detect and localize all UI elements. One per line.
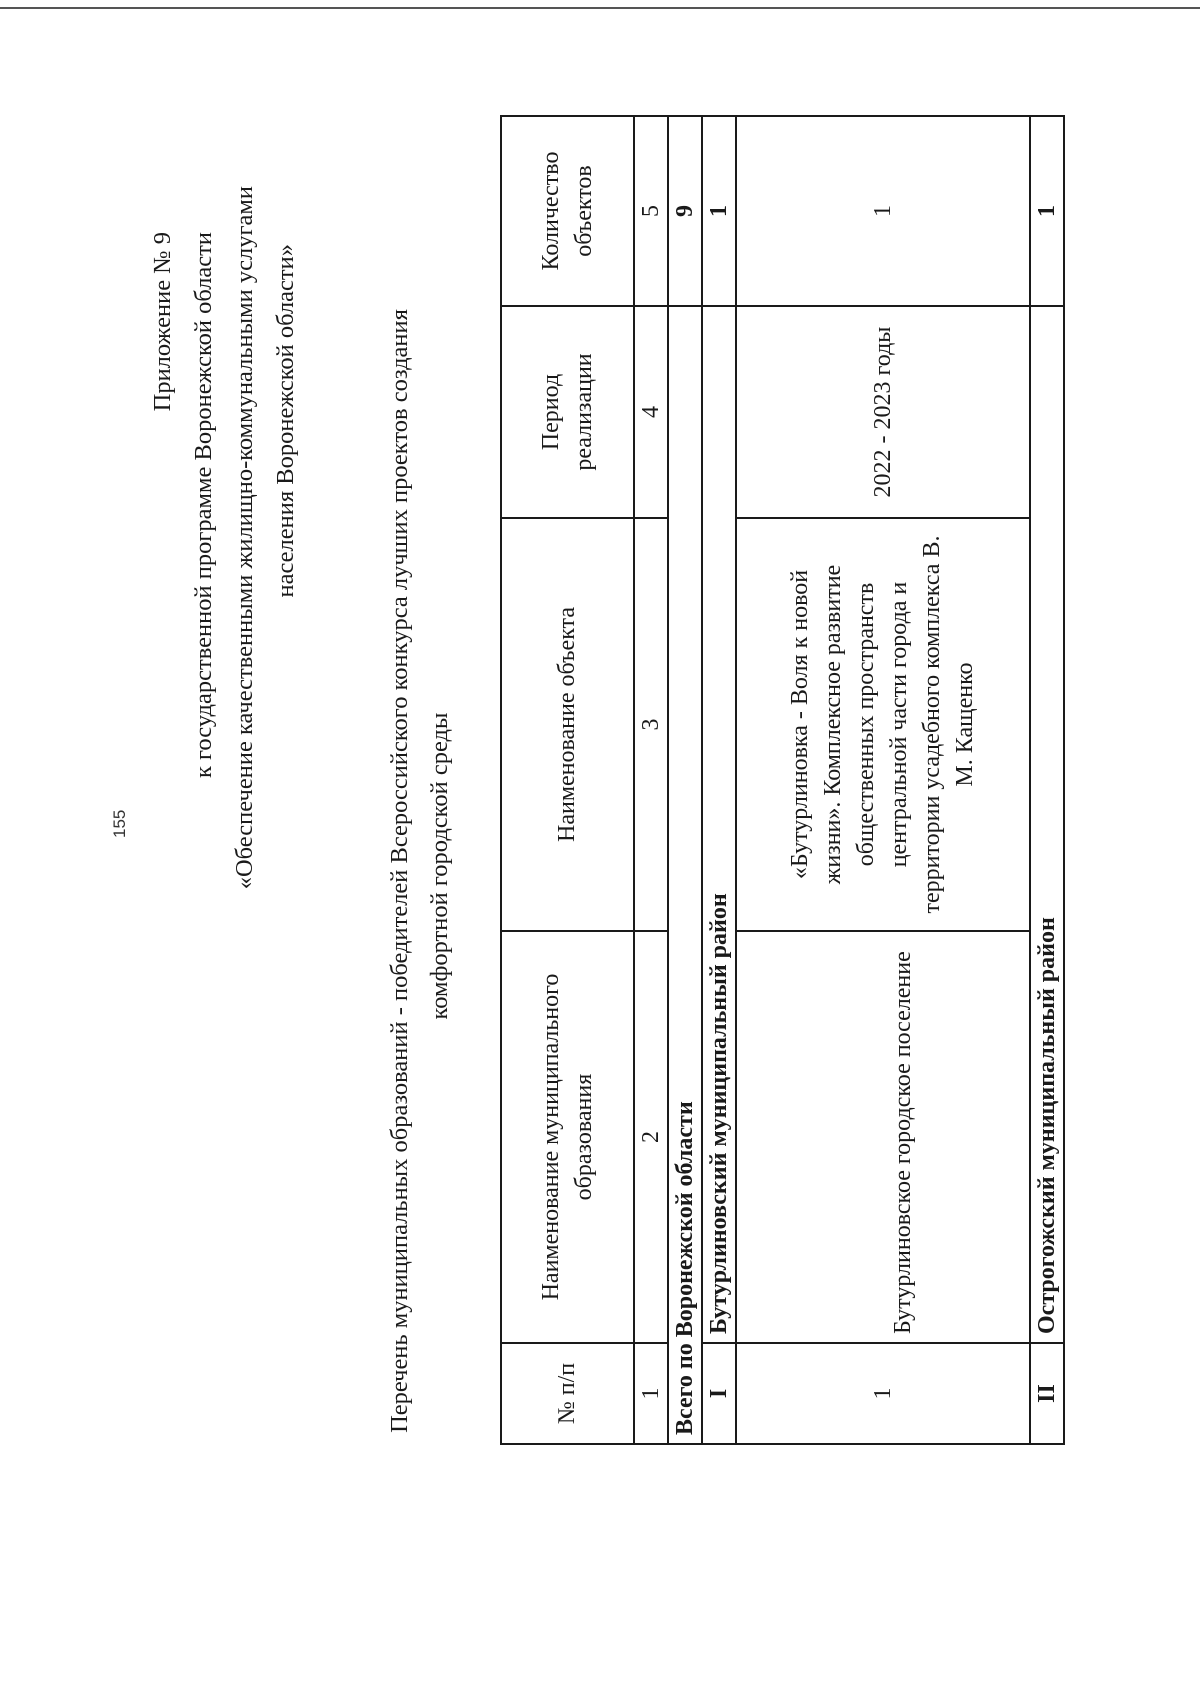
total-count: 9: [668, 116, 702, 306]
appendix-line-4: населения Воронежской области»: [272, 244, 299, 598]
page-number: 155: [110, 809, 129, 838]
scan-edge-line: [0, 7, 1200, 9]
item-period: 2022 - 2023 годы: [736, 306, 1030, 518]
total-row: [668, 116, 702, 1444]
title-line-1: Перечень муниципальных образований - победителей Всероссийского конкурса лучших проектов создания: [386, 309, 413, 1433]
appendix-line-1: Приложение № 9: [149, 232, 176, 412]
district-index: II: [1030, 1343, 1064, 1444]
header-number: № п/п: [501, 1343, 634, 1444]
winners-table: [500, 115, 1065, 1445]
table-row: [736, 116, 1030, 1444]
column-numbers-row: [634, 116, 668, 1444]
district-count: 1: [1030, 116, 1064, 306]
table-header-row: [501, 116, 634, 1444]
district-row: [1030, 116, 1064, 1444]
column-number: 4: [634, 306, 668, 518]
district-name: Острогожский муниципальный район: [1030, 306, 1064, 1343]
column-number: 2: [634, 931, 668, 1343]
column-number: 3: [634, 518, 668, 931]
column-number: 1: [634, 1343, 668, 1444]
appendix-line-2: к государственной программе Воронежской области: [190, 232, 217, 779]
header-municipality: Наименование муниципального образования: [501, 931, 634, 1343]
appendix-header: [142, 186, 306, 1132]
district-name: Бутурлиновский муниципальный район: [702, 306, 736, 1343]
district-index: I: [702, 1343, 736, 1444]
item-municipality: Бутурлиновское городское поселение: [736, 931, 1030, 1343]
district-count: 1: [702, 116, 736, 306]
column-number: 5: [634, 116, 668, 306]
item-count: 1: [736, 116, 1030, 306]
title-line-2: комфортной городской среды: [426, 712, 453, 1020]
header-period: Период реализации: [501, 306, 634, 518]
header-object: Наименование объекта: [501, 518, 634, 931]
district-row: [702, 116, 736, 1444]
appendix-line-3: «Обеспечение качественными жилищно-коммунальными услугами: [231, 186, 258, 890]
total-label: Всего по Воронежской области: [668, 306, 702, 1444]
item-number: 1: [736, 1343, 1030, 1444]
document-title: [380, 271, 460, 1471]
item-object: «Бутурлиновка - Воля к новой жизни». Комплексное развитие общественных пространств центральной части города и территории усадебного комплекса В. М. Кащенко: [736, 518, 1030, 931]
header-count: Количество объектов: [501, 116, 634, 306]
